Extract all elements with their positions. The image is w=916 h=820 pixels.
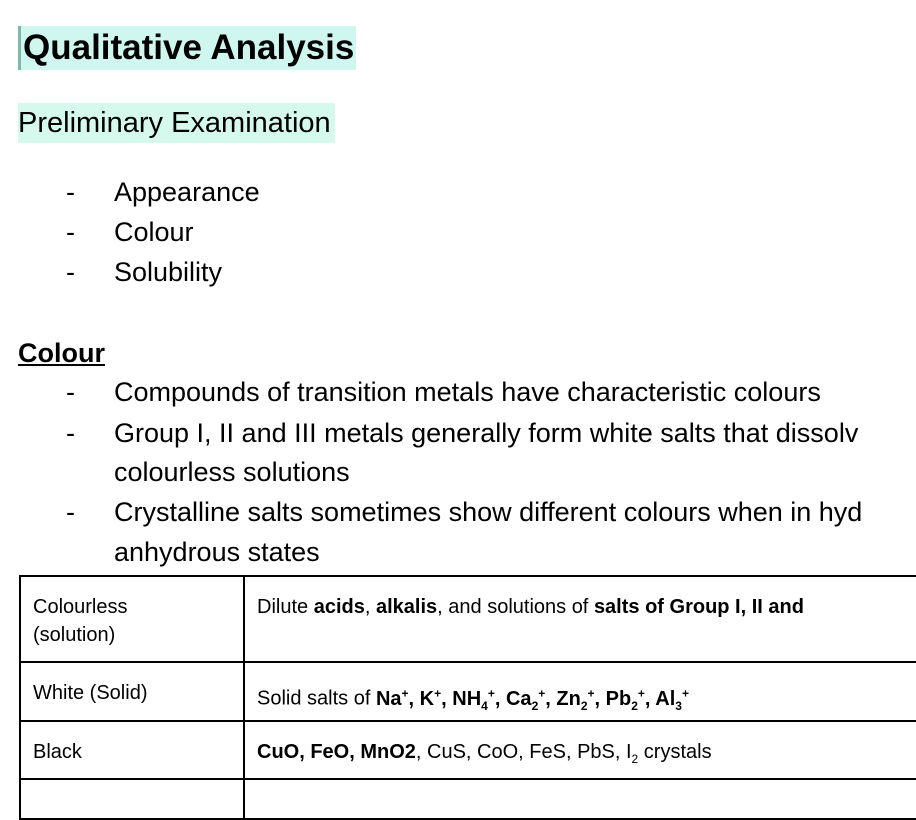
list-bullet: -	[66, 497, 75, 527]
ion-separator: ,	[494, 687, 506, 710]
ion-subscript: 2	[631, 698, 638, 713]
ion-subscript: 4	[481, 698, 488, 713]
ion-list	[375, 686, 689, 713]
list-bullet: -	[66, 257, 75, 287]
list-bullet: -	[66, 377, 75, 407]
list-item-text: Compounds of transition metals have characteristic colours	[114, 377, 821, 407]
cell-text: Black	[33, 740, 82, 763]
ion-separator: ,	[441, 687, 453, 710]
section-title-preliminary: Preliminary Examination	[18, 103, 335, 143]
ion-base: Na	[375, 687, 402, 710]
table-row	[20, 721, 916, 779]
cell-text-bold: acids	[313, 596, 365, 618]
ion-separator: ,	[594, 687, 606, 710]
ion-formula	[452, 686, 506, 713]
ion-base: Zn	[556, 687, 581, 710]
ion-formula	[376, 688, 420, 710]
list-bullet: -	[66, 217, 75, 247]
ion-formula	[420, 688, 453, 710]
ion-base: NH	[452, 687, 482, 710]
cell-text: , and solutions of	[437, 596, 594, 618]
ion-superscript: +	[587, 686, 595, 700]
ion-formula	[505, 686, 557, 713]
ion-superscript: +	[487, 686, 495, 700]
table-cell-label	[20, 779, 244, 819]
ion-subscript: 2	[580, 698, 588, 713]
list-item-continuation: anhydrous states	[114, 537, 320, 567]
ion-base: Ca	[505, 687, 532, 710]
ion-superscript: +	[401, 686, 409, 700]
table-row	[20, 779, 916, 819]
ion-superscript: +	[681, 686, 689, 700]
list-item-text: Crystalline salts sometimes show different colours when in hyd	[114, 497, 863, 527]
cell-text: Dilute	[257, 596, 314, 618]
cell-text-bold: CuO, FeO, MnO2	[257, 740, 416, 763]
list-item-text: Appearance	[114, 177, 260, 207]
ion-formula	[605, 686, 656, 713]
ion-base: Al	[655, 687, 676, 710]
section-title-colour: Colour	[18, 338, 105, 368]
cell-text: Colourless	[33, 596, 128, 618]
ion-superscript: +	[637, 686, 645, 700]
table-row	[20, 662, 916, 721]
ion-subscript: 3	[675, 698, 682, 713]
ion-subscript: 2	[531, 698, 539, 713]
table-cell-description	[244, 576, 916, 662]
list-bullet: -	[66, 177, 75, 207]
ion-formula	[655, 686, 689, 713]
cell-text-bold: salts of Group I, II and	[593, 596, 804, 618]
ion-superscript: +	[538, 686, 546, 700]
list-item-text: Solubility	[114, 257, 223, 287]
colour-table	[19, 575, 916, 820]
list-item-text: Group I, II and III metals generally form white salts that dissolv	[114, 418, 859, 448]
cell-text: ,	[364, 596, 376, 618]
list-item-text: Colour	[114, 217, 194, 247]
ion-separator: ,	[644, 687, 656, 710]
table-cell-description	[244, 779, 916, 819]
table-cell-description	[244, 662, 916, 721]
ion-separator: ,	[408, 687, 420, 710]
table-cell-description	[244, 721, 916, 779]
cell-text: , CuS, CoO, FeS, PbS, I	[415, 740, 632, 763]
ion-separator: ,	[545, 687, 557, 710]
table-cell-label	[20, 662, 244, 721]
list-bullet: -	[66, 418, 75, 448]
table-row	[20, 576, 916, 662]
cell-text: crystals	[638, 740, 712, 763]
subscript: 2	[631, 751, 639, 766]
ion-base: K	[419, 687, 435, 710]
page-title: Qualitative Analysis	[18, 26, 356, 70]
ion-base: Pb	[605, 687, 632, 710]
cell-text: White (Solid)	[33, 682, 148, 704]
list-item-continuation: colourless solutions	[114, 457, 350, 487]
cell-text: Solid salts of	[257, 687, 376, 710]
table-cell-label	[20, 576, 244, 662]
ion-formula	[556, 686, 606, 713]
ion-superscript: +	[434, 686, 442, 700]
cell-text: (solution)	[33, 624, 116, 646]
table-cell-label	[20, 721, 244, 779]
cell-text-bold: alkalis	[375, 596, 438, 618]
